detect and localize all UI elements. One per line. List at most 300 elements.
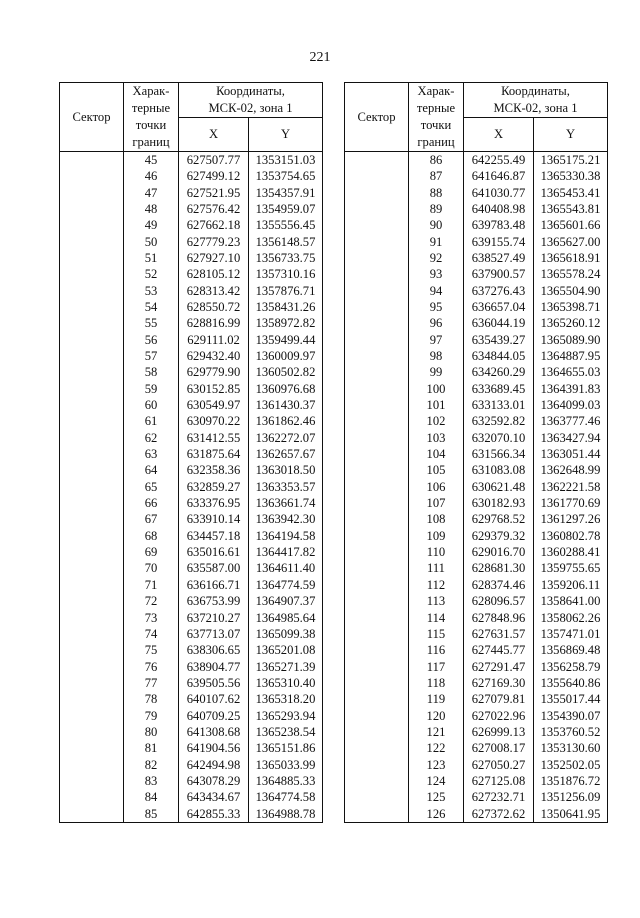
y-cell: 1365330.38 [534,168,608,184]
table-row [345,381,608,397]
point-cell: 97 [409,332,464,348]
y-cell: 1350641.95 [534,806,608,823]
sector-cell [345,561,409,577]
point-cell: 51 [124,250,179,266]
table-row [60,299,323,315]
point-cell: 85 [124,806,179,823]
table-row [345,691,608,707]
table-row [345,299,608,315]
point-cell: 74 [124,626,179,642]
x-cell: 642494.98 [179,757,249,773]
x-cell: 632358.36 [179,463,249,479]
table-row [60,724,323,740]
table-row [345,610,608,626]
sector-cell [345,691,409,707]
y-cell: 1359755.65 [534,561,608,577]
point-cell: 75 [124,642,179,658]
x-cell: 631875.64 [179,446,249,462]
sector-cell [60,479,124,495]
x-cell: 639155.74 [464,234,534,250]
coordinates-table-right [344,82,608,823]
table-row [60,430,323,446]
y-cell: 1358641.00 [534,593,608,609]
point-cell: 123 [409,757,464,773]
point-cell: 126 [409,806,464,823]
sector-cell [345,757,409,773]
y-cell: 1363051.44 [534,446,608,462]
point-cell: 92 [409,250,464,266]
sector-cell [345,414,409,430]
x-cell: 627232.71 [464,789,534,805]
point-cell: 48 [124,201,179,217]
point-cell: 117 [409,659,464,675]
sector-cell [60,544,124,560]
point-cell: 111 [409,561,464,577]
table-row [60,185,323,201]
y-cell: 1364417.82 [249,544,323,560]
points-header-line: терные [416,101,456,115]
x-cell: 635439.27 [464,332,534,348]
point-cell: 61 [124,414,179,430]
y-cell: 1364194.58 [249,528,323,544]
point-cell: 70 [124,561,179,577]
point-cell: 83 [124,773,179,789]
sector-cell [345,364,409,380]
point-cell: 89 [409,201,464,217]
table-row [60,708,323,724]
point-cell: 99 [409,364,464,380]
table-body-left [60,152,323,823]
y-cell: 1364885.33 [249,773,323,789]
x-cell: 627079.81 [464,691,534,707]
table-row [60,757,323,773]
table-row [345,757,608,773]
point-cell: 116 [409,642,464,658]
table-row [60,642,323,658]
y-cell: 1365033.99 [249,757,323,773]
point-cell: 113 [409,593,464,609]
sector-cell [60,381,124,397]
sector-cell [345,479,409,495]
table-row [60,610,323,626]
x-cell: 629016.70 [464,544,534,560]
sector-cell [60,708,124,724]
point-cell: 81 [124,740,179,756]
point-cell: 115 [409,626,464,642]
y-cell: 1356258.79 [534,659,608,675]
sector-cell [60,234,124,250]
page-number: 221 [309,50,331,65]
sector-cell [345,152,409,169]
point-cell: 76 [124,659,179,675]
point-cell: 52 [124,266,179,282]
point-cell: 59 [124,381,179,397]
y-cell: 1365601.66 [534,217,608,233]
table-row [60,266,323,282]
table-row [60,201,323,217]
y-cell: 1352502.05 [534,757,608,773]
table-row [345,675,608,691]
x-cell: 640408.98 [464,201,534,217]
y-cell: 1361770.69 [534,495,608,511]
point-cell: 77 [124,675,179,691]
x-cell: 627169.30 [464,675,534,691]
point-cell: 96 [409,315,464,331]
sector-cell [345,217,409,233]
sector-cell [60,642,124,658]
sector-cell [345,397,409,413]
table-row [60,806,323,823]
y-cell: 1363353.57 [249,479,323,495]
sector-cell [345,806,409,823]
point-cell: 86 [409,152,464,169]
y-cell: 1361297.26 [534,512,608,528]
sector-cell [60,577,124,593]
x-cell: 632859.27 [179,479,249,495]
x-cell: 630152.85 [179,381,249,397]
point-cell: 56 [124,332,179,348]
point-cell: 87 [409,168,464,184]
x-cell: 631566.34 [464,446,534,462]
y-cell: 1356733.75 [249,250,323,266]
sector-cell [345,234,409,250]
point-cell: 65 [124,479,179,495]
sector-cell [60,740,124,756]
table-row [60,675,323,691]
sector-cell [345,446,409,462]
table-row [345,217,608,233]
y-cell: 1365543.81 [534,201,608,217]
table-row [60,283,323,299]
table-row [345,414,608,430]
point-cell: 63 [124,446,179,462]
sector-cell [60,266,124,282]
y-cell: 1362648.99 [534,463,608,479]
y-cell: 1364774.59 [249,577,323,593]
y-cell: 1363018.50 [249,463,323,479]
table-row [60,544,323,560]
x-cell: 633133.01 [464,397,534,413]
x-cell: 628374.46 [464,577,534,593]
point-cell: 53 [124,283,179,299]
table-row [345,626,608,642]
y-cell: 1365504.90 [534,283,608,299]
y-cell: 1353130.60 [534,740,608,756]
x-cell: 639505.56 [179,675,249,691]
y-cell: 1365271.39 [249,659,323,675]
point-cell: 103 [409,430,464,446]
x-cell: 627507.77 [179,152,249,169]
x-cell: 629779.90 [179,364,249,380]
point-cell: 112 [409,577,464,593]
x-cell: 640709.25 [179,708,249,724]
table-row [345,168,608,184]
sector-cell [345,283,409,299]
sector-cell [345,381,409,397]
x-cell: 641308.68 [179,724,249,740]
sector-cell [345,185,409,201]
sector-cell [60,332,124,348]
sector-cell [60,463,124,479]
table-row [345,332,608,348]
sector-cell [345,348,409,364]
sector-cell [60,610,124,626]
point-cell: 67 [124,512,179,528]
y-cell: 1357310.16 [249,266,323,282]
y-cell: 1351876.72 [534,773,608,789]
table-row [60,446,323,462]
y-cell: 1353760.52 [534,724,608,740]
sector-cell [345,266,409,282]
y-cell: 1363942.30 [249,512,323,528]
y-cell: 1364907.37 [249,593,323,609]
table-row [345,348,608,364]
point-cell: 105 [409,463,464,479]
x-cell: 626999.13 [464,724,534,740]
sector-cell [60,561,124,577]
point-cell: 78 [124,691,179,707]
y-cell: 1365175.21 [534,152,608,169]
y-cell: 1363661.74 [249,495,323,511]
sector-cell [60,430,124,446]
x-cell: 628816.99 [179,315,249,331]
point-cell: 73 [124,610,179,626]
sector-cell [345,430,409,446]
x-cell: 631412.55 [179,430,249,446]
x-cell: 627022.96 [464,708,534,724]
y-cell: 1365627.00 [534,234,608,250]
table-row [345,201,608,217]
sector-cell [345,528,409,544]
point-cell: 79 [124,708,179,724]
x-cell: 627445.77 [464,642,534,658]
point-cell: 64 [124,463,179,479]
sector-cell [345,740,409,756]
point-cell: 93 [409,266,464,282]
x-cell: 627008.17 [464,740,534,756]
table-row [345,430,608,446]
point-cell: 46 [124,168,179,184]
y-cell: 1365099.38 [249,626,323,642]
table-row [60,740,323,756]
point-cell: 118 [409,675,464,691]
sector-cell [345,626,409,642]
point-cell: 91 [409,234,464,250]
point-cell: 60 [124,397,179,413]
table-row [345,495,608,511]
x-cell: 629111.02 [179,332,249,348]
x-cell: 628096.57 [464,593,534,609]
sector-cell [345,675,409,691]
table-row [60,659,323,675]
table-row [60,315,323,331]
x-cell: 627662.18 [179,217,249,233]
sector-cell [60,789,124,805]
table-row [345,446,608,462]
point-cell: 107 [409,495,464,511]
points-header-line: Харак- [417,84,455,98]
x-cell: 627372.62 [464,806,534,823]
y-cell: 1360502.82 [249,364,323,380]
sector-cell [60,152,124,169]
sector-cell [60,691,124,707]
x-cell: 627050.27 [464,757,534,773]
sector-cell [345,299,409,315]
table-row [345,773,608,789]
y-cell: 1358062.26 [534,610,608,626]
point-cell: 104 [409,446,464,462]
sector-cell [60,299,124,315]
point-cell: 55 [124,315,179,331]
table-row [60,250,323,266]
point-cell: 54 [124,299,179,315]
y-cell: 1360009.97 [249,348,323,364]
y-cell: 1351256.09 [534,789,608,805]
y-header: Y [249,118,323,152]
table-body-right [345,152,608,823]
x-cell: 627125.08 [464,773,534,789]
x-header: X [179,118,249,152]
table-row [345,315,608,331]
y-cell: 1360976.68 [249,381,323,397]
x-cell: 634844.05 [464,348,534,364]
x-cell: 634457.18 [179,528,249,544]
sector-cell [60,397,124,413]
x-cell: 638904.77 [179,659,249,675]
y-cell: 1361862.46 [249,414,323,430]
point-cell: 102 [409,414,464,430]
sector-cell [345,332,409,348]
x-cell: 635016.61 [179,544,249,560]
y-cell: 1364391.83 [534,381,608,397]
points-header-line: границ [417,135,455,149]
x-header: X [464,118,534,152]
x-cell: 628681.30 [464,561,534,577]
point-cell: 66 [124,495,179,511]
y-cell: 1355640.86 [534,675,608,691]
point-cell: 57 [124,348,179,364]
x-cell: 627848.96 [464,610,534,626]
table-row [345,593,608,609]
sector-cell [345,495,409,511]
sector-cell [60,283,124,299]
points-header [409,83,464,152]
table-row [345,642,608,658]
table-row [60,364,323,380]
coords-header [179,83,323,118]
sector-cell [345,593,409,609]
x-cell: 627927.10 [179,250,249,266]
y-cell: 1365151.86 [249,740,323,756]
point-cell: 94 [409,283,464,299]
y-cell: 1365089.90 [534,332,608,348]
sector-cell [60,593,124,609]
y-cell: 1364611.40 [249,561,323,577]
sector-cell [60,446,124,462]
x-cell: 628550.72 [179,299,249,315]
table-row [345,364,608,380]
y-cell: 1364988.78 [249,806,323,823]
y-cell: 1365398.71 [534,299,608,315]
table-row [345,250,608,266]
y-cell: 1365201.08 [249,642,323,658]
x-cell: 629432.40 [179,348,249,364]
y-cell: 1355556.45 [249,217,323,233]
x-cell: 643434.67 [179,789,249,805]
table-row [345,528,608,544]
sector-cell [345,544,409,560]
sector-cell [345,789,409,805]
point-cell: 72 [124,593,179,609]
point-cell: 80 [124,724,179,740]
sector-cell [345,708,409,724]
x-cell: 627631.57 [464,626,534,642]
x-cell: 637276.43 [464,283,534,299]
point-cell: 58 [124,364,179,380]
point-cell: 125 [409,789,464,805]
coords-header-line: МСК-02, зона 1 [208,101,293,115]
x-cell: 637713.07 [179,626,249,642]
x-cell: 637210.27 [179,610,249,626]
points-header-line: терные [131,101,171,115]
y-cell: 1364985.64 [249,610,323,626]
y-cell: 1364887.95 [534,348,608,364]
y-cell: 1364099.03 [534,397,608,413]
x-cell: 642855.33 [179,806,249,823]
table-row [345,234,608,250]
point-cell: 114 [409,610,464,626]
y-cell: 1355017.44 [534,691,608,707]
y-cell: 1362221.58 [534,479,608,495]
x-cell: 633376.95 [179,495,249,511]
sector-cell [345,463,409,479]
x-cell: 633689.45 [464,381,534,397]
y-cell: 1357876.71 [249,283,323,299]
y-cell: 1359206.11 [534,577,608,593]
x-cell: 636657.04 [464,299,534,315]
table-row [60,397,323,413]
x-cell: 627291.47 [464,659,534,675]
points-header-line: Харак- [132,84,170,98]
x-cell: 639783.48 [464,217,534,233]
y-cell: 1362272.07 [249,430,323,446]
sector-cell [60,217,124,233]
point-cell: 98 [409,348,464,364]
point-cell: 109 [409,528,464,544]
table-row [345,479,608,495]
table-row [60,152,323,169]
table-row [60,691,323,707]
y-cell: 1362657.67 [249,446,323,462]
table-row [60,479,323,495]
x-cell: 627499.12 [179,168,249,184]
x-cell: 630549.97 [179,397,249,413]
sector-cell [345,577,409,593]
y-cell: 1363427.94 [534,430,608,446]
x-cell: 627779.23 [179,234,249,250]
table-row [60,789,323,805]
x-cell: 631083.08 [464,463,534,479]
points-header-line: точки [135,118,167,132]
table-row [60,217,323,233]
point-cell: 90 [409,217,464,233]
y-cell: 1361430.37 [249,397,323,413]
y-cell: 1363777.46 [534,414,608,430]
x-cell: 637900.57 [464,266,534,282]
y-cell: 1365318.20 [249,691,323,707]
sector-cell [345,250,409,266]
table-row [60,332,323,348]
